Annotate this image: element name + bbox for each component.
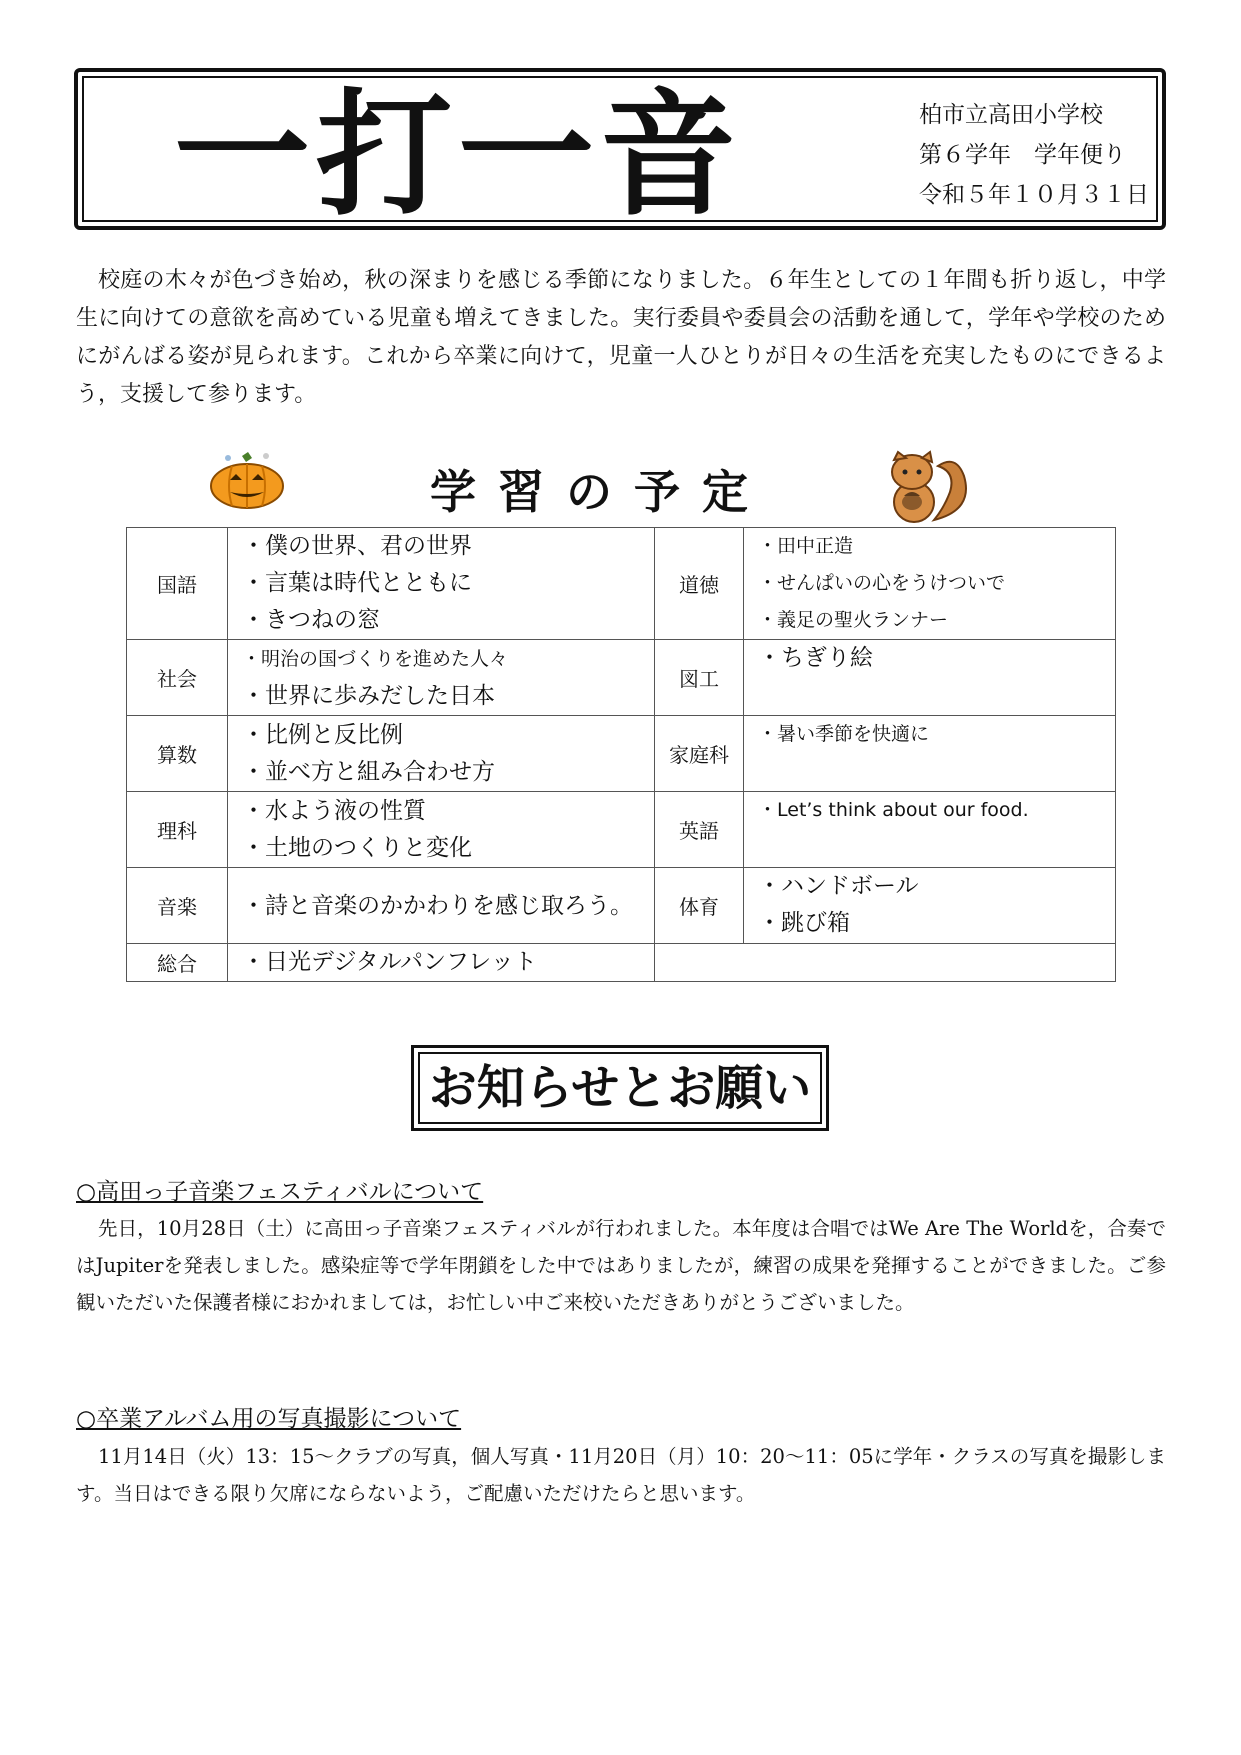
header-box	[74, 68, 1166, 235]
content-cell	[228, 716, 655, 792]
subject-cell: 英語	[655, 792, 744, 868]
schedule-title: 学習の予定	[430, 465, 770, 519]
list-item: ・義足の聖火ランナー	[758, 609, 949, 631]
list-item: ・跳び箱	[758, 910, 850, 936]
table-row	[127, 792, 1116, 868]
table-row	[127, 716, 1116, 792]
grade-letter-label: 第６学年 学年便り	[919, 142, 1126, 168]
list-item: ・土地のつくりと変化	[242, 834, 472, 861]
section-body: 先日，10月28日（土）に高田っ子音楽フェスティバルが行われました。本年度は合唱ではWe Are The Worldを，合奏ではJupiterを発表しました。感染症等で学年閉鎖をした中ではありましたが，練習の成果を発揮することができました。ご参観いただいた保護者様におかれましては，お忙しい中ご来校いただきありがとうございました。	[76, 1217, 1166, 1314]
subject-cell: 算数	[127, 716, 228, 792]
list-item: ・明治の国づくりを進めた人々	[242, 647, 509, 670]
list-item: ・暑い季節を快適に	[758, 723, 930, 745]
intro-paragraph: 校庭の木々が色づき始め，秋の深まりを感じる季節になりました。６年生としての１年間も折り返し，中学生に向けての意欲を高めている児童も増えてきました。実行委員や委員会の活動を通して，学年や学校のためにがんばる姿が見られます。これから卒業に向けて，児童一人ひとりが日々の生活を充実したものにできるよう，支援して参ります。	[76, 268, 1166, 407]
subject-cell: 社会	[127, 640, 228, 716]
subject-cell: 家庭科	[655, 716, 744, 792]
list-item: ・ちぎり絵	[758, 645, 873, 671]
school-name: 柏市立高田小学校	[919, 102, 1103, 128]
subject-cell: 国語	[127, 528, 228, 640]
squirrel-icon	[878, 450, 970, 526]
subject-cell: 理科	[127, 792, 228, 868]
subject-cell: 音楽	[127, 868, 228, 944]
content-cell	[744, 868, 1116, 944]
section-heading: ○卒業アルバム用の写真撮影について	[76, 1406, 462, 1432]
list-item: ・比例と反比例	[242, 721, 403, 748]
list-item: ・ハンドボール	[758, 873, 919, 899]
pumpkin-icon	[206, 450, 288, 512]
content-cell	[744, 716, 1116, 792]
issue-date: 令和５年１０月３１日	[919, 182, 1149, 208]
schedule-table	[126, 527, 1116, 982]
list-item: ・田中正造	[758, 535, 854, 557]
content-cell	[744, 640, 1116, 716]
content-cell	[228, 528, 655, 640]
list-item: ・世界に歩みだした日本	[242, 682, 495, 709]
list-item: ・Let’s think about our food.	[758, 799, 1029, 821]
list-item: ・きつねの窓	[242, 607, 380, 633]
notice-title: お知らせとお願い	[418, 1052, 822, 1124]
table-row	[127, 944, 1116, 982]
list-item: ・水よう液の性質	[242, 797, 426, 824]
table-row	[127, 640, 1116, 716]
empty-cell	[655, 944, 1116, 982]
content-cell	[744, 792, 1116, 868]
subject-cell: 体育	[655, 868, 744, 944]
list-item: ・言葉は時代とともに	[242, 570, 472, 596]
table-row	[127, 868, 1116, 944]
list-item: ・並べ方と組み合わせ方	[242, 758, 495, 785]
section-body: 11月14日（火）13：15～クラブの写真，個人写真・11月20日（月）10：20～11：05に学年・クラスの写真を撮影します。当日はできる限り欠席にならないよう，ご配慮いただけたらと思います。	[76, 1445, 1166, 1505]
list-item: ・詩と音楽のかかわりを感じ取ろう。	[242, 892, 633, 919]
list-item: ・日光デジタルパンフレット	[242, 949, 537, 975]
section-heading: ○高田っ子音楽フェスティバルについて	[76, 1179, 484, 1205]
content-cell	[228, 792, 655, 868]
content-cell	[228, 640, 655, 716]
content-cell	[228, 868, 655, 944]
newsletter-title: 一打一音	[174, 77, 742, 235]
table-row	[127, 528, 1116, 640]
notice-title-box	[411, 1045, 829, 1131]
list-item: ・僕の世界、君の世界	[242, 533, 472, 559]
content-cell	[744, 528, 1116, 640]
subject-cell: 道徳	[655, 528, 744, 640]
content-cell	[228, 944, 655, 982]
list-item: ・せんぱいの心をうけついで	[758, 572, 1006, 594]
subject-cell: 総合	[127, 944, 228, 982]
subject-cell: 図工	[655, 640, 744, 716]
